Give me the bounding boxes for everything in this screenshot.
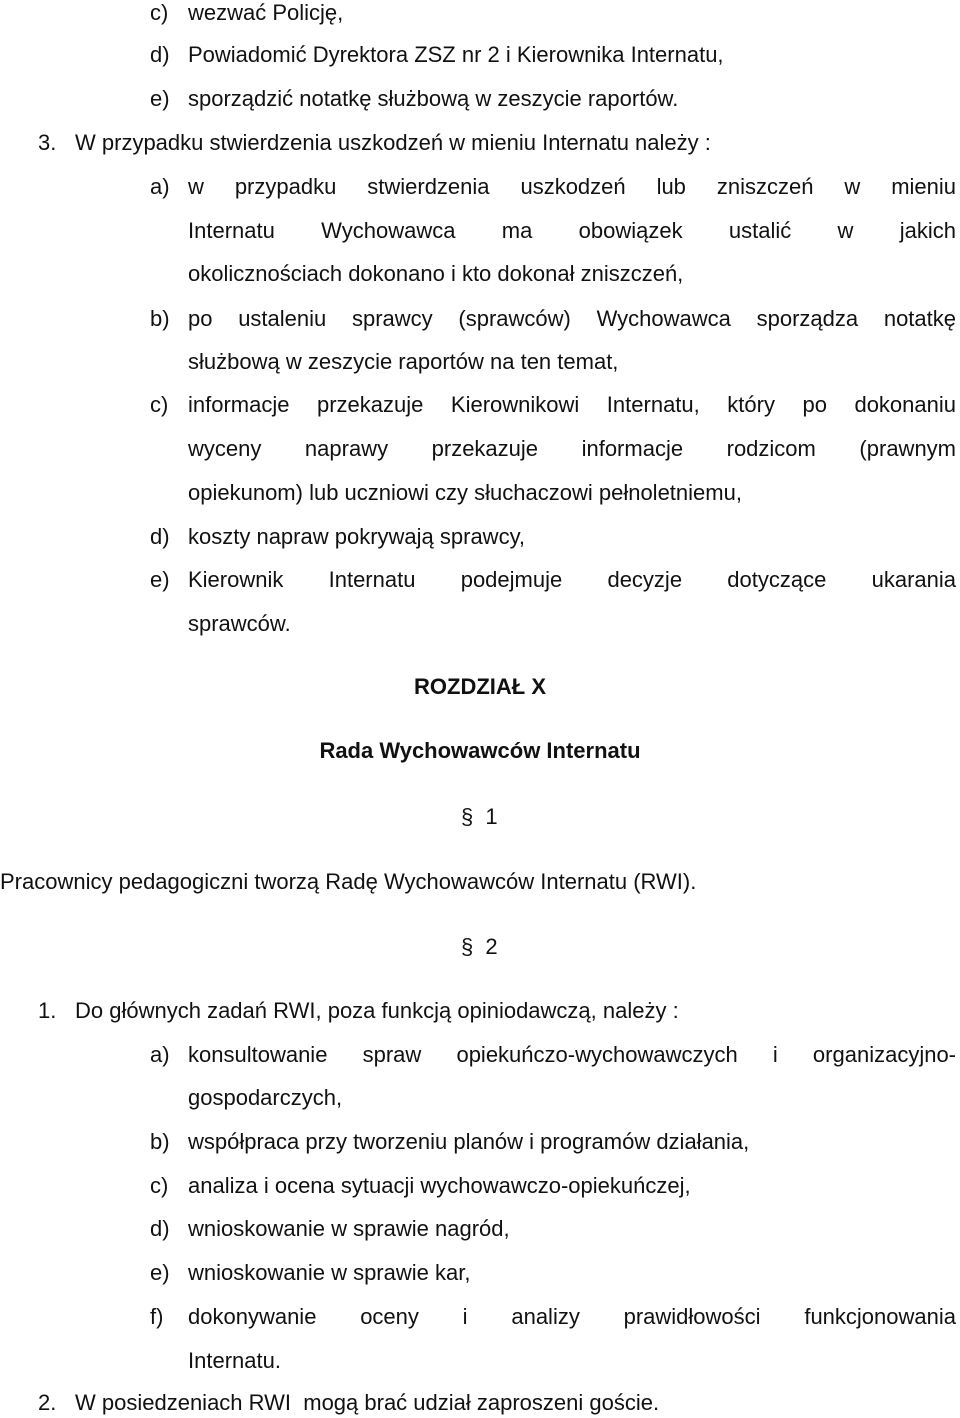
list-item-text: sporządzić notatkę służbową w zeszycie raportów. bbox=[188, 86, 679, 111]
paragraph-number: 2 bbox=[485, 934, 498, 959]
list-item-line: Internatu Wychowawca ma obowiązek ustalić w jakich bbox=[188, 218, 956, 243]
list-item-line: gospodarczych, bbox=[188, 1085, 343, 1110]
list-item-line: dokonywanie oceny i analizy prawidłowości funkcjonowania bbox=[188, 1304, 956, 1329]
section-sign-icon: § bbox=[461, 804, 474, 829]
point-marker: 1. bbox=[38, 998, 57, 1023]
list-item-line: informacje przekazuje Kierownikowi Internatu, który po dokonaniu bbox=[188, 392, 956, 417]
list-item-line: koszty napraw pokrywają sprawcy, bbox=[188, 524, 526, 549]
paragraph-heading bbox=[461, 804, 498, 830]
list-marker: d) bbox=[150, 524, 170, 549]
point-text: W przypadku stwierdzenia uszkodzeń w mieniu Internatu należy : bbox=[75, 130, 711, 155]
point-text: W posiedzeniach RWI mogą brać udział zaproszeni goście. bbox=[75, 1390, 660, 1415]
list-item-line: sprawców. bbox=[188, 611, 291, 636]
point-text: Do głównych zadań RWI, poza funkcją opiniodawczą, należy : bbox=[75, 998, 679, 1023]
point-marker: 3. bbox=[38, 130, 57, 155]
list-item-line: Internatu. bbox=[188, 1348, 281, 1373]
list-item-line: służbową w zeszycie raportów na ten temat, bbox=[188, 349, 619, 374]
list-marker: a) bbox=[150, 1042, 170, 1067]
list-item-line: współpraca przy tworzeniu planów i programów działania, bbox=[188, 1129, 750, 1154]
list-marker: e) bbox=[150, 86, 170, 111]
list-marker: d) bbox=[150, 42, 170, 67]
list-marker: f) bbox=[150, 1304, 164, 1329]
list-item-line: Kierownik Internatu podejmuje decyzje dotyczące ukarania bbox=[188, 567, 956, 592]
list-marker: d) bbox=[150, 1216, 170, 1241]
point-marker: 2. bbox=[38, 1390, 57, 1415]
list-marker: a) bbox=[150, 174, 170, 199]
list-item-line: wnioskowanie w sprawie kar, bbox=[188, 1260, 471, 1285]
list-marker: c) bbox=[150, 1173, 169, 1198]
list-marker: c) bbox=[150, 0, 169, 25]
list-item-line: w przypadku stwierdzenia uszkodzeń lub zniszczeń w mieniu bbox=[188, 174, 956, 199]
paragraph-number: 1 bbox=[485, 804, 498, 829]
list-marker: e) bbox=[150, 1260, 170, 1285]
chapter-number: ROZDZIAŁ X bbox=[414, 674, 546, 699]
paragraph-heading bbox=[461, 934, 498, 960]
list-item-line: wnioskowanie w sprawie nagród, bbox=[188, 1216, 510, 1241]
chapter-title: Rada Wychowawców Internatu bbox=[319, 738, 641, 763]
list-item-line: opiekunom) lub uczniowi czy słuchaczowi pełnoletniemu, bbox=[188, 480, 742, 505]
paragraph-text: Pracownicy pedagogiczni tworzą Radę Wychowawców Internatu (RWI). bbox=[0, 869, 697, 894]
list-marker: b) bbox=[150, 306, 170, 331]
list-item-text: wezwać Policję, bbox=[188, 0, 344, 25]
list-marker: b) bbox=[150, 1129, 170, 1154]
list-item-line: okolicznościach dokonano i kto dokonał zniszczeń, bbox=[188, 261, 684, 286]
list-item-text: Powiadomić Dyrektora ZSZ nr 2 i Kierownika Internatu, bbox=[188, 42, 724, 67]
list-marker: e) bbox=[150, 567, 170, 592]
list-item-line: konsultowanie spraw opiekuńczo-wychowawczych i organizacyjno- bbox=[188, 1042, 956, 1067]
list-item-line: analiza i ocena sytuacji wychowawczo-opiekuńczej, bbox=[188, 1173, 691, 1198]
list-item-line: wyceny naprawy przekazuje informacje rodzicom (prawnym bbox=[188, 436, 956, 461]
list-marker: c) bbox=[150, 392, 169, 417]
list-item-line: po ustaleniu sprawcy (sprawców) Wychowawca sporządza notatkę bbox=[188, 306, 956, 331]
section-sign-icon: § bbox=[461, 934, 474, 959]
